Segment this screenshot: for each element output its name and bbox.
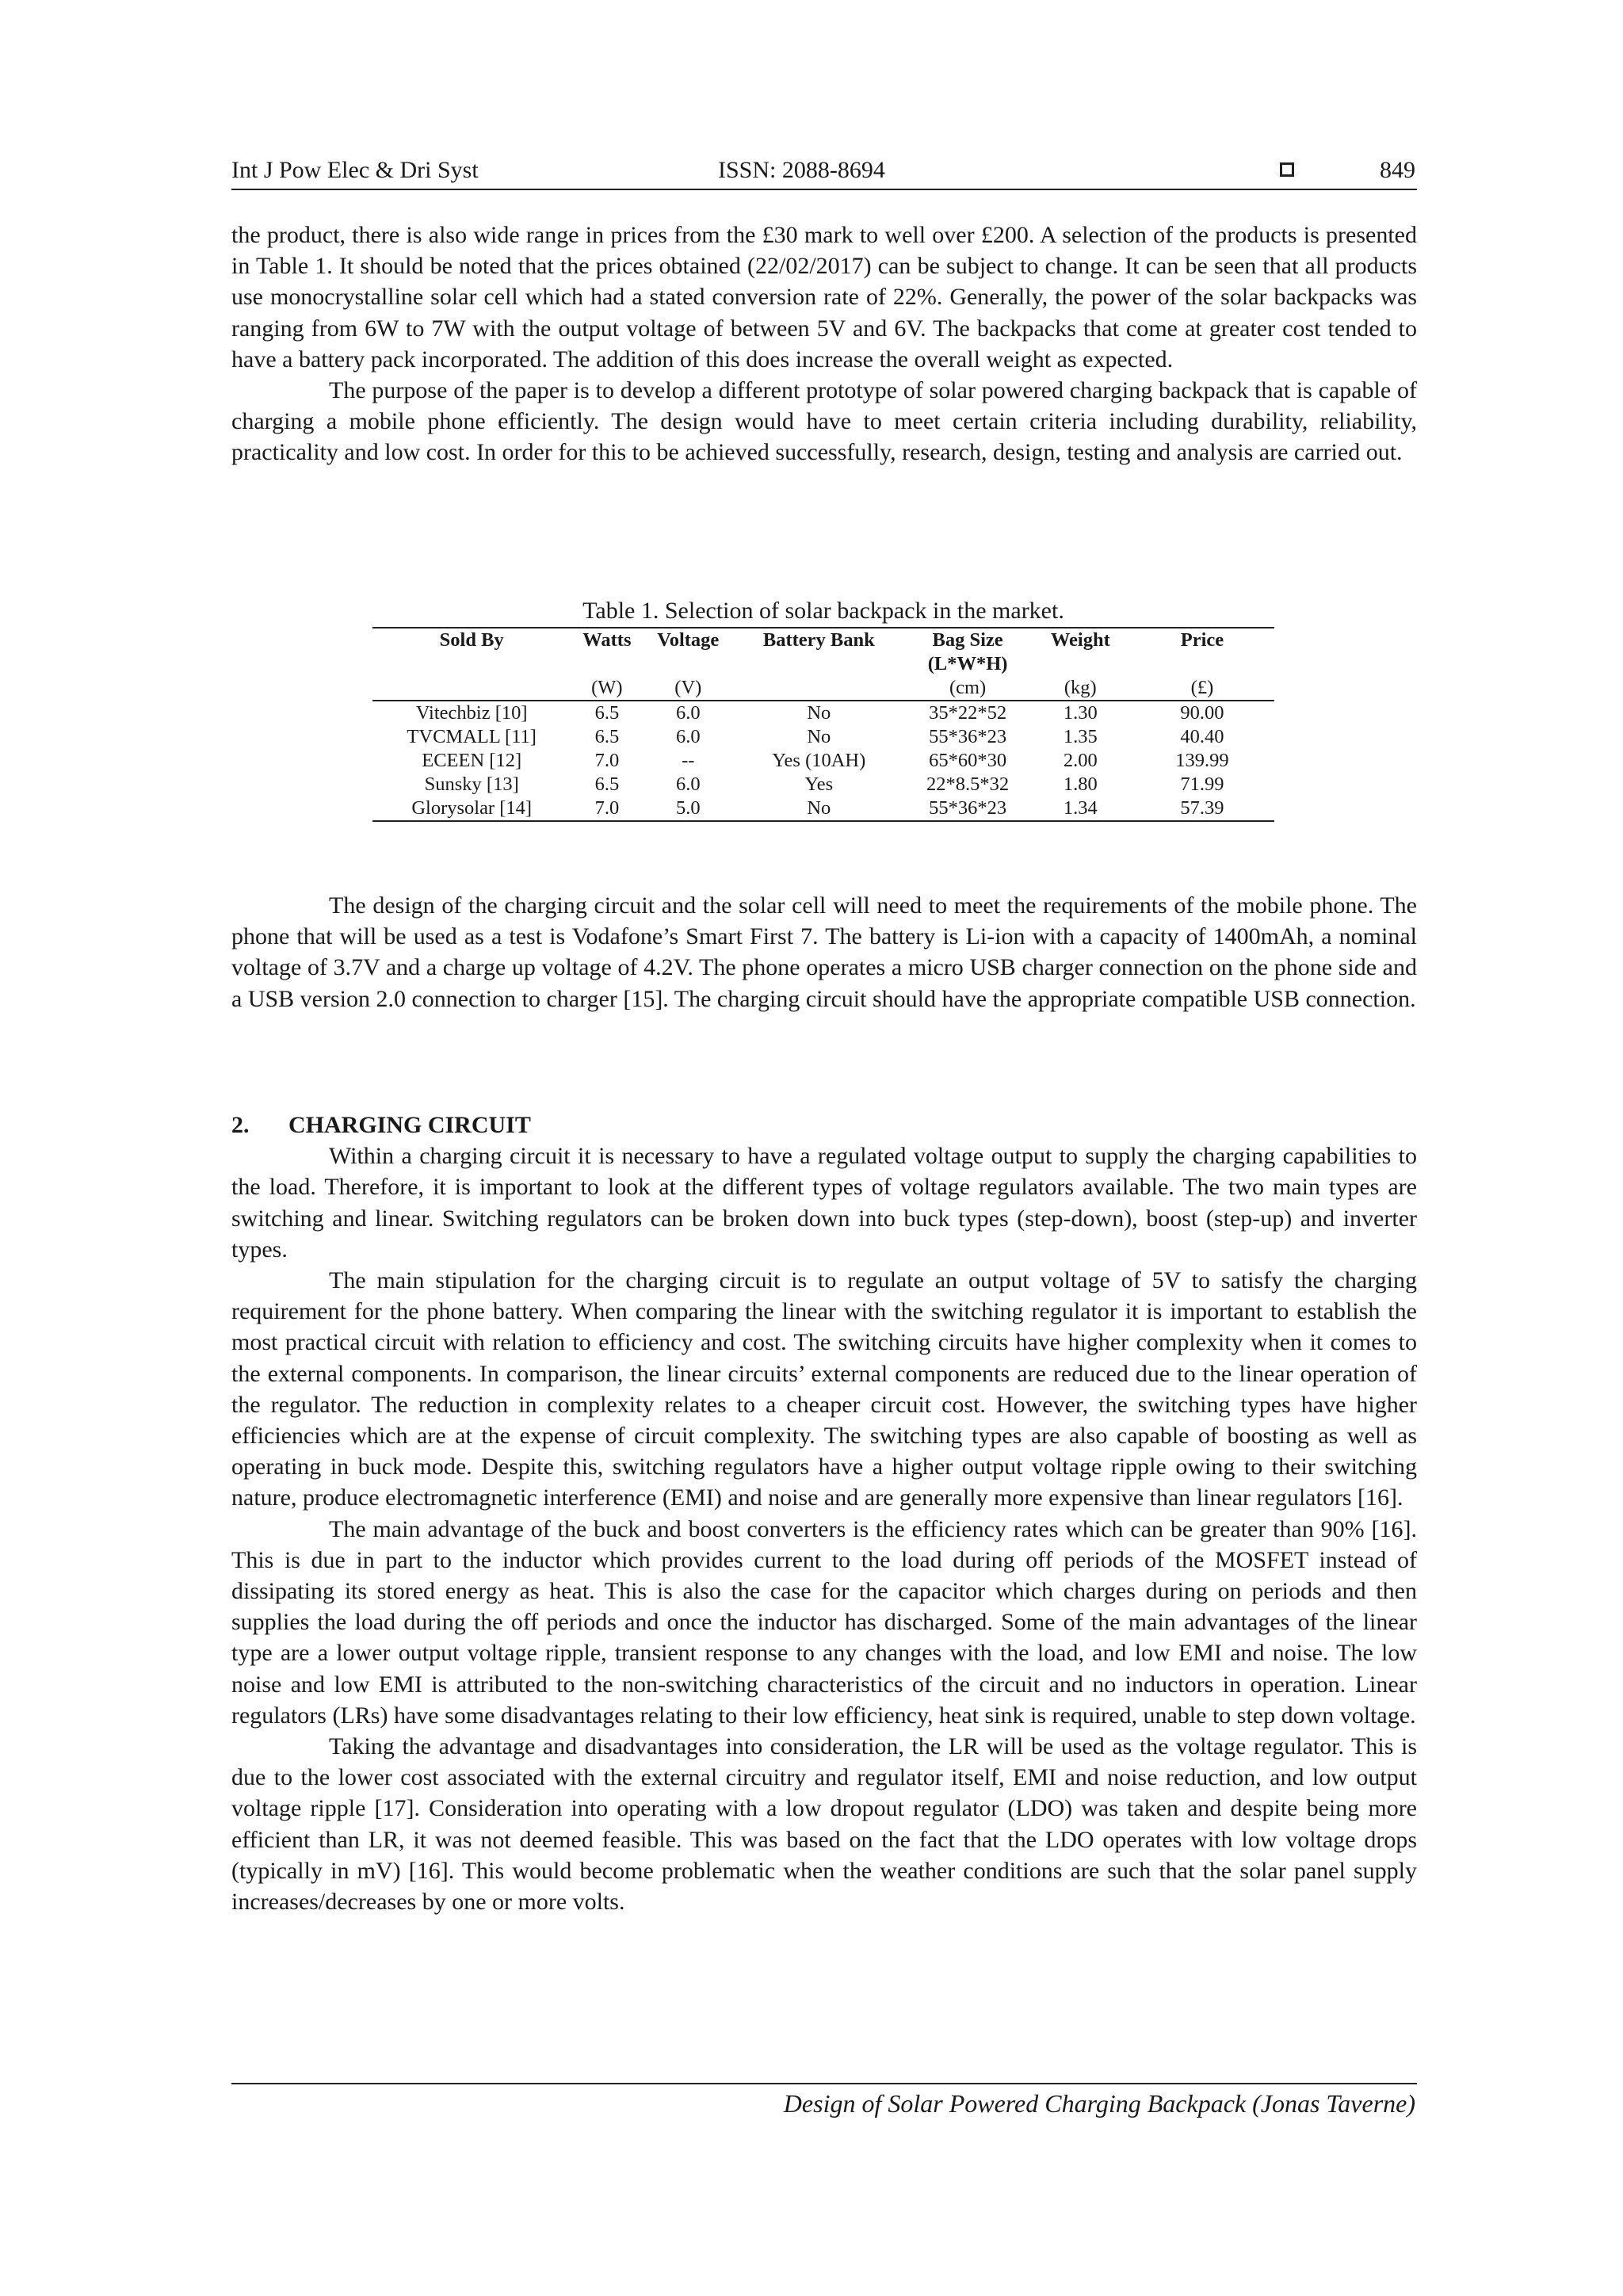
table-cell: 139.99	[1175, 750, 1229, 771]
col-header-cont: (L*W*H)	[927, 653, 1008, 674]
col-header-cont	[1130, 652, 1274, 676]
table-cell: --	[682, 750, 695, 771]
paragraph: the product, there is also wide range in prices from the £30 mark to well over £200. A selection of the products is presented in Table 1. It should be noted that the prices obtained (22/02/2017) can be subject to change. It can be seen that all products use monocrystalline solar cell which had a stated conversion rate of 22%. Generally, the power of the solar backpacks was ranging from 6W to 7W with the output voltage of between 5V and 6V. The backpacks that come at greater cost tended to have a battery pack incorporated. The addition of this does increase the overall weight as expected.	[231, 222, 1417, 372]
unit: (W)	[571, 676, 643, 701]
col-header: Battery Bank	[733, 628, 904, 652]
table-header-row	[372, 628, 1274, 652]
table-cell: 57.39	[1130, 797, 1274, 821]
col-header-cont	[571, 652, 643, 676]
table-cell: No	[807, 702, 831, 724]
unit	[733, 676, 904, 701]
unit: (£)	[1130, 676, 1274, 701]
unit	[372, 676, 571, 701]
table-cell: 1.35	[1063, 726, 1098, 747]
table-cell: 6.0	[675, 702, 701, 724]
table-row	[372, 725, 1274, 749]
table-cell: Glorysolar [14]	[372, 797, 571, 821]
section-heading	[231, 1110, 1417, 1140]
col-header: Weight	[1031, 628, 1130, 652]
table-row	[372, 797, 1274, 821]
backpack-table	[372, 627, 1274, 822]
table-cell: 22*8.5*32	[926, 774, 1010, 795]
intro-text	[231, 220, 1417, 468]
table-caption: Table 1. Selection of solar backpack in the market.	[582, 598, 1064, 624]
running-footer: Design of Solar Powered Charging Backpack (Jonas Taverne)	[783, 2089, 1415, 2118]
table-cell: 5.0	[643, 797, 733, 821]
table-cell: Sunsky [13]	[424, 774, 519, 795]
table-cell: Vitechbiz [10]	[415, 702, 528, 724]
col-header: Price	[1130, 628, 1274, 652]
paragraph: The main advantage of the buck and boost converters is the efficiency rates which can be greater than 90% [16]. This is due in part to the inductor which provides current to the load during off periods of the MOSFET instead of dissipating its stored energy as heat. This is also the case for the capacitor which charges during on periods and then supplies the load during the off periods and once the inductor has discharged. Some of the main advantages of the linear type are a lower output voltage ripple, transient response to any changes with the load, and low EMI and noise. The low noise and low EMI is attributed to the non-switching characteristics of the circuit and no inductors in operation. Linear regulators (LRs) have some disadvantages relating to their low efficiency, heat sink is required, unable to step down voltage.	[231, 1515, 1417, 1729]
col-header-cont	[733, 652, 904, 676]
unit: (V)	[643, 676, 733, 701]
table-cell: 71.99	[1180, 774, 1224, 795]
col-header: Bag Size	[904, 628, 1030, 652]
table-cell: ECEEN [12]	[422, 750, 522, 771]
paragraph: The design of the charging circuit and the solar cell will need to meet the requirements of the mobile phone. The phone that will be used as a test is Vodafone’s Smart First 7. The battery is Li-ion with a capacity of 1400mAh, a nominal voltage of 3.7V and a charge up voltage of 4.2V. The phone operates a micro USB charger connection on the phone side and a USB version 2.0 connection to charger [15]. The charging circuit should have the appropriate compatible USB connection.	[231, 892, 1417, 1012]
table-cell: 65*60*30	[929, 750, 1007, 771]
col-header-cont	[643, 652, 733, 676]
table-cell: No	[733, 797, 904, 821]
table-cell: 1.30	[1063, 702, 1098, 724]
table-cell: 90.00	[1180, 702, 1224, 724]
table-cell: 7.0	[571, 797, 643, 821]
table-cell: 6.0	[675, 774, 701, 795]
table-header-row-2	[372, 652, 1274, 676]
col-header: Watts	[571, 628, 643, 652]
square-bullet-icon	[1280, 162, 1294, 177]
table-cell: 6.5	[594, 774, 620, 795]
page-number: 849	[1380, 157, 1415, 183]
unit: (cm)	[904, 676, 1030, 701]
table-cell: No	[807, 726, 831, 747]
paragraph: The main stipulation for the charging circuit is to regulate an output voltage of 5V to satisfy the charging requirement for the phone battery. When comparing the linear with the switching regulator it is important to establish the most practical circuit with relation to efficiency and cost. The switching circuits have higher complexity when it comes to the external components. In comparison, the linear circuits’ external components are reduced due to the linear operation of the regulator. The reduction in complexity relates to a cheaper circuit cost. However, the switching types have higher efficiencies which are at the expense of circuit complexity. The switching types are also capable of boosting as well as operating in buck mode. Despite this, switching regulators have a higher output voltage ripple owing to their switching nature, produce electromagnetic interference (EMI) and noise and are generally more expensive than linear regulators [16].	[231, 1267, 1417, 1511]
col-header: Voltage	[643, 628, 733, 652]
section-2	[231, 1110, 1417, 1917]
table-cell: 7.0	[594, 750, 620, 771]
table-cell: 1.34	[1031, 797, 1130, 821]
section-number: 2.	[231, 1112, 250, 1138]
unit: (kg)	[1031, 676, 1130, 701]
issn: ISSN: 2088-8694	[718, 157, 885, 183]
running-header	[231, 155, 1417, 190]
footer-rule	[231, 2083, 1417, 2084]
section-title: CHARGING CIRCUIT	[288, 1112, 531, 1138]
table-cell: 6.5	[594, 702, 620, 724]
design-text	[231, 890, 1417, 1014]
table-cell: Yes	[804, 774, 834, 795]
table-row	[372, 701, 1274, 725]
table-cell: 2.00	[1063, 750, 1098, 771]
table-1	[372, 598, 1274, 822]
table-cell: TVCMALL [11]	[407, 726, 537, 747]
paragraph: The purpose of the paper is to develop a different prototype of solar powered charging backpack that is capable of charging a mobile phone efficiently. The design would have to meet certain criteria including durability, reliability, practicality and low cost. In order for this to be achieved successfully, research, design, testing and analysis are carried out.	[231, 377, 1417, 466]
paragraph: Taking the advantage and disadvantages into consideration, the LR will be used as the voltage regulator. This is due to the lower cost associated with the external circuitry and regulator itself, EMI and noise reduction, and low output voltage ripple [17]. Consideration into operating with a low dropout regulator (LDO) was taken and despite being more efficient than LR, it was not deemed feasible. This was based on the fact that the LDO operates with low voltage drops (typically in mV) [16]. This would become problematic when the weather conditions are such that the solar panel supply increases/decreases by one or more volts.	[231, 1733, 1417, 1916]
table-cell: 35*22*52	[929, 702, 1007, 724]
col-header: Sold By	[372, 628, 571, 652]
table-cell: 55*36*23	[929, 726, 1007, 747]
table-row	[372, 749, 1274, 773]
table-units-row	[372, 676, 1274, 701]
table-cell: 55*36*23	[904, 797, 1030, 821]
col-header-cont	[372, 652, 571, 676]
table-cell: 6.5	[594, 726, 620, 747]
table-row	[372, 773, 1274, 797]
table-cell: 40.40	[1180, 726, 1224, 747]
col-header-cont	[1031, 652, 1130, 676]
table-cell: 1.80	[1063, 774, 1098, 795]
table-cell: 6.0	[675, 726, 701, 747]
table-cell: Yes (10AH)	[772, 750, 866, 771]
journal-name: Int J Pow Elec & Dri Syst	[231, 157, 479, 183]
paragraph: Within a charging circuit it is necessary to have a regulated voltage output to supply the charging capabilities to the load. Therefore, it is important to look at the different types of voltage regulators available. The two main types are switching and linear. Switching regulators can be broken down into buck types (step-down), boost (step-up) and inverter types.	[231, 1143, 1417, 1263]
